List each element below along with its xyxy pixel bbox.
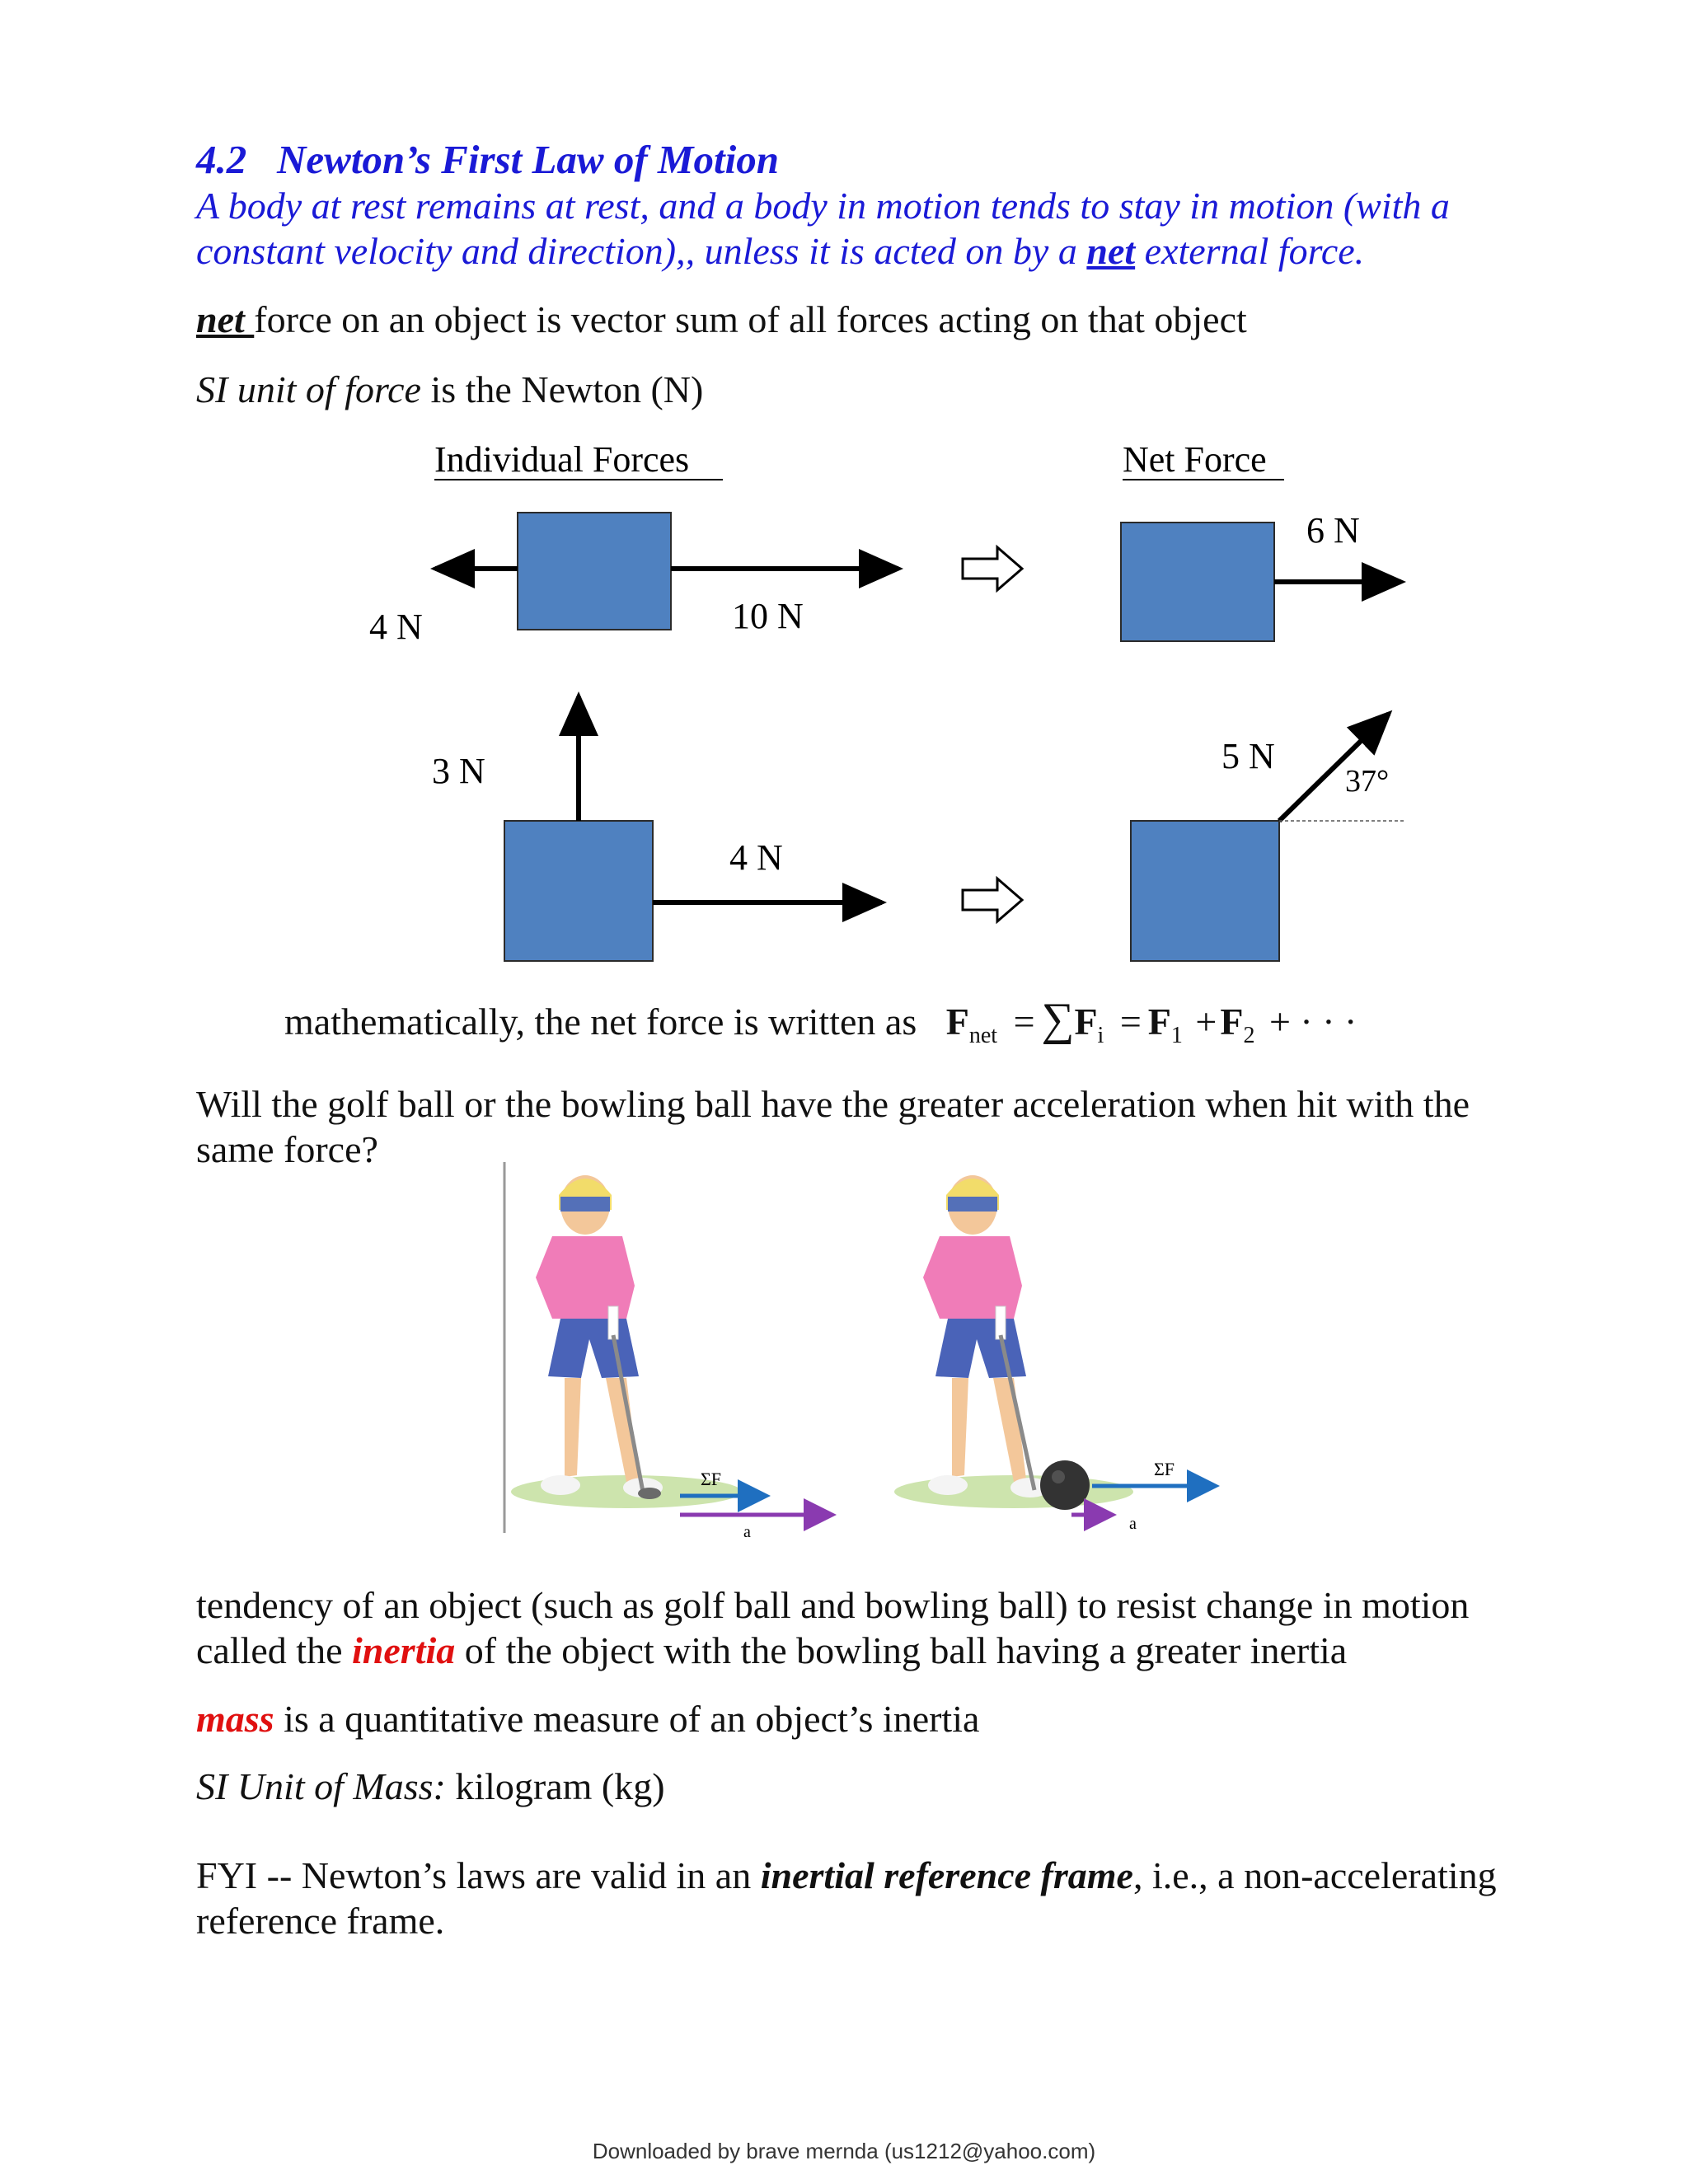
golfer-right — [894, 1175, 1133, 1510]
question-line-2: same force? — [196, 1128, 378, 1170]
inertial-frame-term: inertial reference frame — [760, 1854, 1133, 1896]
subscript-net: net — [968, 1023, 998, 1049]
si-force-label: SI unit of force — [196, 368, 421, 410]
mass-term: mass — [196, 1698, 274, 1740]
inertia-line-1: tendency of an object (such as golf ball and bowling ball) to resist change in motion — [196, 1584, 1470, 1626]
heading-individual-forces: Individual Forces — [434, 439, 690, 480]
implies-arrow-row2 — [963, 879, 1022, 921]
inertia-line-2-start: called the — [196, 1629, 353, 1671]
fyi-line-1-start: FYI -- Newton’s laws are valid in an — [196, 1854, 761, 1896]
mass-definition-text: is a quantitative measure of an object’s inertia — [274, 1698, 980, 1740]
label-6n: 6 N — [1306, 510, 1360, 551]
inertia-line-2-end: of the object with the bowling ball having a greater inertia — [455, 1629, 1348, 1671]
fyi-line-1-end: , i.e., a non-accelerating — [1132, 1854, 1497, 1896]
law-statement-line-2 — [196, 228, 1364, 274]
force-label-left: ΣF — [701, 1469, 722, 1489]
box-row1-individual — [518, 513, 671, 630]
math-intro-text: mathematically, the net force is written as — [284, 1001, 917, 1043]
equals-sign-1: = — [1013, 1001, 1035, 1043]
net-term: net — [196, 298, 255, 340]
ellipsis-terms: + · · · — [1268, 1001, 1357, 1043]
section-heading — [196, 136, 779, 183]
bowling-ball — [1040, 1460, 1090, 1510]
label-4n: 4 N — [369, 607, 423, 647]
law-net-term: net — [1086, 230, 1136, 272]
equation — [945, 994, 1357, 1049]
net-definition-text: force on an object is vector sum of all forces acting on that object — [254, 298, 1247, 340]
equals-sign-2: = — [1119, 1001, 1142, 1043]
label-4n-row2: 4 N — [729, 837, 783, 878]
box-row1-net — [1121, 523, 1274, 641]
si-unit-mass — [196, 1764, 665, 1809]
golf-bowling-illustration — [503, 1162, 1261, 1541]
si-force-text: is the Newton (N) — [420, 368, 704, 410]
sum-symbol: ∑ — [1041, 994, 1075, 1045]
si-mass-label: SI Unit of Mass: — [196, 1765, 446, 1807]
F-i-symbol: F — [1074, 1001, 1098, 1043]
implies-arrow-row1 — [963, 547, 1022, 590]
subscript-1: 1 — [1170, 1023, 1183, 1049]
box-row2-net — [1131, 821, 1279, 961]
download-footer: Downloaded by brave mernda (us1212@yahoo.com) — [592, 2139, 1096, 2163]
inertia-line-2 — [196, 1628, 1347, 1673]
inertia-term: inertia — [352, 1629, 456, 1671]
box-row2-individual — [504, 821, 653, 961]
section-number: 4.2 — [196, 137, 247, 182]
accel-label-right: a — [1129, 1515, 1137, 1533]
label-5n: 5 N — [1221, 736, 1275, 776]
subscript-2: 2 — [1243, 1023, 1255, 1049]
fyi-line-1 — [196, 1853, 1497, 1898]
force-label-right: ΣF — [1154, 1459, 1175, 1479]
mass-definition — [196, 1696, 979, 1741]
label-angle-37: 37° — [1345, 764, 1390, 799]
label-10n: 10 N — [732, 596, 804, 636]
si-mass-text: kilogram (kg) — [445, 1765, 665, 1807]
F-2-symbol: F — [1220, 1001, 1244, 1043]
heading-net-force: Net Force — [1123, 439, 1267, 480]
law-statement-line-1: A body at rest remains at rest, and a body in motion tends to stay in motion (with a — [196, 185, 1450, 227]
net-force-definition — [196, 297, 1247, 342]
section-title: Newton’s First Law of Motion — [277, 137, 779, 182]
force-diagram — [330, 437, 1434, 989]
label-3n: 3 N — [432, 751, 485, 791]
golfer-left — [511, 1175, 742, 1508]
si-unit-force — [196, 367, 703, 412]
question-line-1: Will the golf ball or the bowling ball have the greater acceleration when hit with the — [196, 1083, 1470, 1125]
accel-label-left: a — [743, 1523, 751, 1541]
law-line-2-start: constant velocity and direction),, unless it is acted on by a — [196, 230, 1087, 272]
plus-sign: + — [1195, 1001, 1217, 1043]
F-net-symbol: F — [945, 1001, 969, 1043]
net-force-equation-line — [284, 994, 1357, 1058]
F-1-symbol: F — [1147, 1001, 1171, 1043]
fyi-line-2: reference frame. — [196, 1900, 445, 1942]
law-line-2-end: external force. — [1135, 230, 1365, 272]
subscript-i: i — [1097, 1023, 1104, 1049]
